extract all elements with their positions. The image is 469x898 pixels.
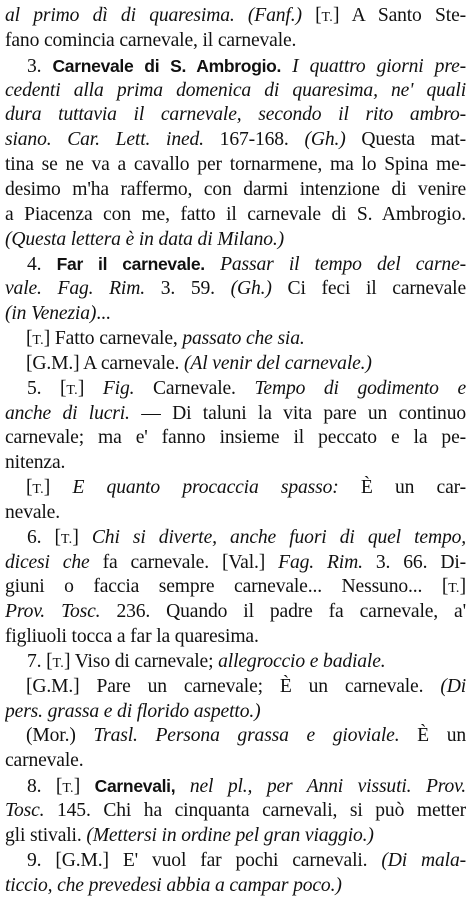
- text-segment: ] A Santo Ste-: [332, 5, 466, 26]
- text-segment: T.: [448, 581, 460, 597]
- text-segment: carnevale; ma e' fanno insieme il peccato e la pe-: [5, 427, 466, 449]
- italic-gloss: passato che sia.: [182, 327, 305, 349]
- italic-gloss: (Gh.): [304, 129, 346, 151]
- text-segment: ...: [96, 303, 111, 325]
- italic-gloss: (Questa lettera è in data di Milano.): [5, 228, 285, 250]
- text-segment: T.: [60, 531, 73, 547]
- text-line: [5, 451, 466, 476]
- text-line: [5, 476, 466, 501]
- italic-gloss: Fig.: [102, 377, 135, 399]
- italic-gloss: (Di: [440, 675, 466, 697]
- text-segment: 7. [: [27, 650, 53, 672]
- text-segment: figliuoli tocca a far la quaresima.: [5, 626, 259, 648]
- text-segment: Carnevale.: [134, 377, 255, 399]
- headword-phrase: Carnevali,: [94, 776, 176, 797]
- text-line: [5, 824, 466, 849]
- text-segment: [: [26, 327, 33, 349]
- headword-phrase: Far il carnevale.: [56, 254, 205, 275]
- text-segment: ]: [43, 477, 73, 499]
- text-line: [5, 302, 466, 327]
- text-segment: T.: [321, 10, 333, 25]
- text-segment: ]: [459, 576, 466, 598]
- text-segment: T.: [66, 382, 78, 398]
- italic-gloss: dicesi che: [5, 551, 90, 573]
- text-segment: [: [26, 477, 33, 499]
- text-line: [5, 377, 466, 402]
- text-segment: giuni o faccia sempre carnevale... Nessuno... [: [5, 576, 449, 598]
- text-segment: 3. 66. Di-: [362, 551, 466, 573]
- text-line: [5, 29, 466, 54]
- text-line: [5, 54, 466, 79]
- text-line: [5, 128, 466, 153]
- text-segment: [G.M.] Pare un carnevale; È un carnevale.: [26, 675, 441, 697]
- text-segment: T.: [52, 655, 64, 671]
- italic-gloss: Passar il tempo del carne-: [204, 254, 466, 276]
- italic-gloss: allegroccio e badiale.: [218, 650, 386, 672]
- text-line: [5, 402, 466, 427]
- text-segment: a Piacenza con me, fatto il carnevale di S. Ambrogio.: [5, 203, 466, 225]
- text-segment: ]: [73, 776, 95, 798]
- text-segment: 6. [: [27, 526, 61, 548]
- text-segment: — Di taluni la vita pare un continuo: [129, 402, 466, 424]
- text-segment: È un car-: [338, 477, 466, 499]
- text-segment: T.: [32, 332, 44, 348]
- text-line: [5, 675, 466, 700]
- text-line: [5, 79, 466, 104]
- text-segment: ] Viso di carnevale;: [63, 650, 219, 672]
- text-line: [5, 874, 466, 898]
- italic-gloss: E quanto procaccia spasso:: [72, 477, 339, 499]
- italic-gloss: Trasl. Persona grassa e gioviale.: [93, 725, 400, 747]
- text-line: [5, 277, 466, 302]
- text-segment: desimo m'ha raffermo, con darmi intenzione di venire: [5, 178, 466, 200]
- text-line: [5, 103, 466, 128]
- italic-gloss: pers. grassa e di florido aspetto.): [5, 700, 261, 722]
- text-line: [5, 501, 466, 526]
- italic-gloss: (Al venir del carnevale.): [184, 352, 372, 374]
- text-segment: Questa mat-: [345, 129, 466, 151]
- text-line: [5, 700, 466, 725]
- text-segment: carnevale.: [5, 750, 84, 772]
- text-line: [5, 203, 466, 228]
- text-line: [5, 650, 466, 675]
- text-segment: ]: [77, 377, 103, 399]
- text-segment: 4.: [27, 254, 57, 276]
- text-segment: Ci feci il carnevale: [271, 278, 466, 300]
- text-line: [5, 526, 466, 551]
- text-line: [5, 178, 466, 203]
- text-segment: gli stivali.: [5, 824, 87, 846]
- text-line: [5, 153, 466, 178]
- italic-gloss: Chi si diverte, anche fuori di quel tempo,: [91, 526, 466, 548]
- text-segment: fa carnevale. [Val.]: [89, 551, 279, 573]
- text-line: [5, 426, 466, 451]
- text-line: [5, 252, 466, 277]
- text-segment: [: [315, 5, 322, 26]
- text-segment: ] Fatto carnevale,: [43, 327, 183, 349]
- italic-gloss: cedenti alla prima domenica di quaresima, ne' quali: [5, 79, 466, 101]
- text-line: [5, 600, 466, 625]
- italic-gloss: (in Venezia): [5, 303, 97, 325]
- text-segment: tina se ne va a cavallo per tornarmene, ma lo Spina me-: [5, 154, 466, 176]
- text-segment: T.: [32, 482, 44, 498]
- text-segment: 167-168.: [203, 129, 305, 151]
- text-line: [5, 327, 466, 352]
- italic-gloss: (Mettersi in ordine pel gran viaggio.): [86, 824, 374, 846]
- text-segment: 236. Quando il padre fa carnevale, a': [100, 601, 466, 623]
- text-line: [5, 551, 466, 576]
- text-segment: 3.: [27, 55, 53, 77]
- text-line: [5, 4, 466, 29]
- italic-gloss: siano. Car. Lett. ined.: [5, 129, 204, 151]
- italic-gloss: anche di lucri.: [5, 402, 130, 424]
- italic-gloss: al primo dì di quaresima. (Fanf.): [5, 5, 316, 26]
- text-segment: fano comincia carnevale, il carnevale.: [5, 29, 297, 51]
- text-segment: 3. 59.: [144, 278, 231, 300]
- text-segment: nevale.: [5, 501, 60, 523]
- text-line: [5, 849, 466, 874]
- text-line: [5, 352, 466, 377]
- text-line: [5, 749, 466, 774]
- italic-gloss: ticcio, che prevedesi abbia a campar poco.): [5, 874, 342, 896]
- italic-gloss: nel pl., per Anni vissuti. Prov.: [175, 776, 466, 798]
- text-segment: 5. [: [27, 377, 67, 399]
- italic-gloss: (Di mala-: [381, 849, 466, 871]
- text-segment: [G.M.] A carnevale.: [26, 352, 185, 374]
- text-line: [5, 799, 466, 824]
- text-line: [5, 228, 466, 253]
- text-segment: ]: [72, 526, 92, 548]
- text-line: [5, 724, 466, 749]
- italic-gloss: Prov. Tosc.: [5, 601, 101, 623]
- italic-gloss: (Gh.): [230, 278, 272, 300]
- text-segment: nitenza.: [5, 452, 66, 474]
- text-segment: 9. [G.M.] E' vuol far pochi carnevali.: [27, 849, 382, 871]
- italic-gloss: Fag. Rim.: [278, 551, 363, 573]
- text-segment: (Mor.): [26, 725, 94, 747]
- text-segment: T.: [62, 781, 74, 797]
- italic-gloss: dura tuttavia il carnevale, secondo il rito ambro-: [5, 104, 466, 126]
- italic-gloss: Tempo di godimento e: [254, 377, 466, 399]
- dictionary-entry-carnevale: [5, 4, 466, 898]
- italic-gloss: I quattro giorni pre-: [281, 55, 466, 77]
- text-segment: È un: [399, 725, 466, 747]
- headword-phrase: Carnevale di S. Ambrogio.: [52, 55, 282, 76]
- text-line: [5, 575, 466, 600]
- italic-gloss: Tosc.: [5, 800, 45, 821]
- text-segment: 8. [: [27, 776, 63, 798]
- text-line: [5, 625, 466, 650]
- text-segment: 145. Chi ha cinquanta carnevali, si può metter: [44, 800, 466, 821]
- italic-gloss: vale. Fag. Rim.: [5, 278, 145, 300]
